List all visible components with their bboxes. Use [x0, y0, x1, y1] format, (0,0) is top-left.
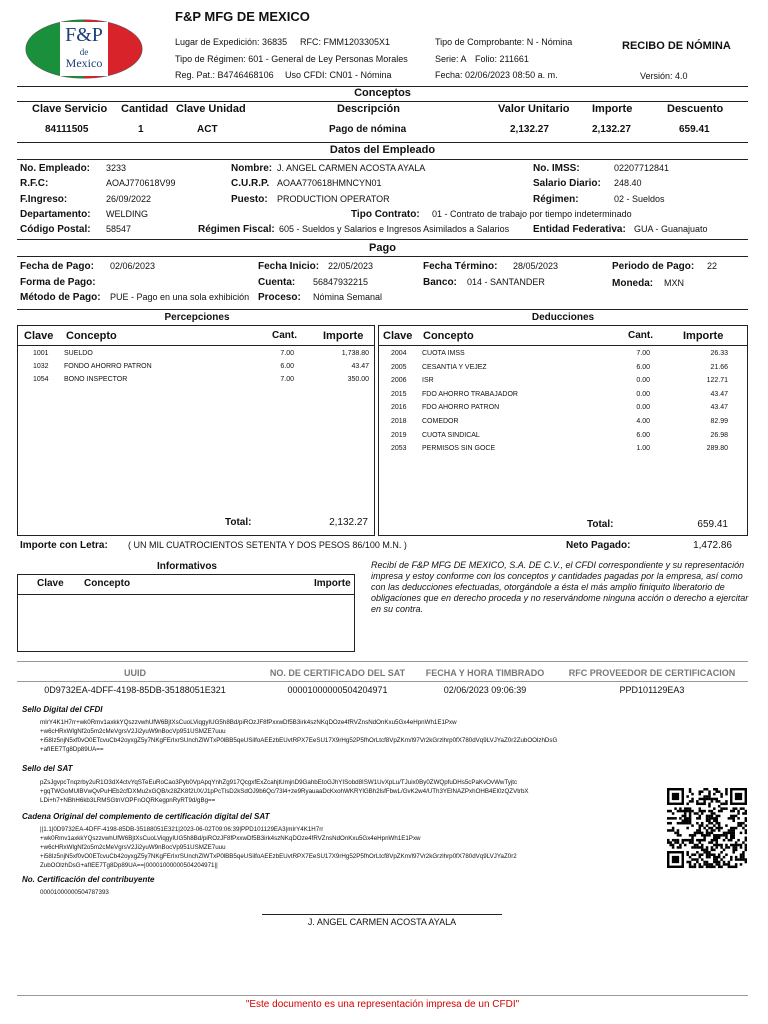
importe-letra: ( UN MIL CUATROCIENTOS SETENTA Y DOS PESOS 86/100 M.N. )	[128, 540, 407, 550]
perc-header-concepto: Concepto	[66, 330, 117, 342]
tipo-comprobante: Tipo de Comprobante: N - Nómina	[435, 37, 573, 47]
entidad-federativa: GUA - Guanajuato	[634, 224, 708, 234]
perc-total-label: Total:	[225, 517, 252, 528]
fecha-emision: Fecha: 02/06/2023 08:50 a. m.	[435, 70, 558, 80]
row-cant: 7.00	[636, 350, 650, 357]
col-header-clave-unidad: Clave Unidad	[176, 103, 246, 115]
qr-code	[667, 780, 747, 876]
logo-text-bottom: Mexico	[65, 56, 103, 70]
cadena-line: +i58Iz5njN5xf0vO0ETcvuCb42oyxgZ5y7NKgFErIxrSUnchZlWTxP0lBB5qeUSilfoAEEzbEUvtRPX7EeSU17X9rHg52P5fhOrLtcf8VpZKm/l97Vr2kGrzlhrp0fX780dVq9LVJYaZ0r2	[40, 853, 517, 860]
label-regimen-fiscal: Régimen Fiscal:	[198, 224, 275, 235]
label-nombre: Nombre:	[231, 163, 273, 174]
document-title: RECIBO DE NÓMINA	[622, 40, 731, 52]
rfc-proveedor: PPD101129EA3	[619, 685, 685, 695]
fecha-pago: 02/06/2023	[110, 261, 156, 271]
regimen: 02 - Sueldos	[614, 194, 665, 204]
row-importe: 26.33	[710, 350, 728, 357]
label-regimen: Régimen:	[533, 194, 579, 205]
nombre-empleado: J. ANGEL CARMEN ACOSTA AYALA	[277, 163, 426, 173]
periodo-pago: 22	[707, 261, 718, 271]
regimen-fiscal: 605 - Sueldos y Salarios e Ingresos Asimilados a Salarios	[279, 224, 510, 234]
label-departamento: Departamento:	[20, 209, 91, 220]
label-rfc: R.F.C:	[20, 178, 49, 189]
fecha-termino: 28/05/2023	[513, 261, 559, 271]
perc-total: 2,132.27	[329, 517, 368, 528]
row-clave: 2053	[391, 445, 407, 453]
col-header-descuento: Descuento	[667, 103, 724, 115]
label-puesto: Puesto:	[231, 194, 268, 205]
uuid: 0D9732EA-4DFF-4198-85DB-35188051E321	[44, 685, 226, 695]
cadena-line: +wk0Rmv1axkkYQszzvwhUfW6BjtXsCuoLViqgyIUG5h8Bd/piROzJF8fPxxwDf5B3irk4szNKqDOze4fRVZnsNdOnKxu5Gx4eHpnWh1E1Pxw	[40, 835, 421, 842]
ded-header-cant: Cant.	[628, 330, 653, 341]
ded-header-importe: Importe	[683, 330, 724, 342]
label-proceso: Proceso:	[258, 292, 301, 303]
label-no-empleado: No. Empleado:	[20, 163, 91, 174]
row-concepto: BONO INSPECTOR	[64, 376, 128, 383]
row-importe: 43.47	[710, 404, 728, 412]
row-cant: 7.00	[280, 350, 294, 357]
divider	[17, 101, 748, 102]
info-header-concepto: Concepto	[84, 578, 131, 589]
concepto-clave: 84111505	[45, 124, 89, 135]
row-concepto: FDO AHORRO TRABAJADOR	[422, 390, 518, 398]
concepto-unidad: ACT	[197, 124, 218, 135]
row-clave: 2016	[391, 404, 407, 412]
company-logo	[24, 18, 144, 80]
row-clave: 1054	[33, 376, 49, 383]
signature-name: J. ANGEL CARMEN ACOSTA AYALA	[307, 917, 457, 927]
no-certificado-sat: 00001000000504204971	[287, 685, 388, 695]
row-concepto: ISR	[422, 377, 434, 385]
label-periodo-pago: Periodo de Pago:	[612, 261, 695, 272]
divider	[17, 309, 748, 310]
moneda: MXN	[664, 278, 684, 288]
col-header-cantidad: Cantidad	[121, 103, 169, 115]
divider	[17, 159, 748, 160]
row-clave: 2018	[391, 418, 407, 425]
cadena-line: ZubOOlzhDsG+afIEE7Tg8Dp89UA==|00001000000504204971||	[40, 862, 218, 869]
col-header-valor-unitario: Valor Unitario	[498, 103, 570, 115]
cuenta: 56847932215	[313, 277, 369, 287]
row-concepto: COMEDOR	[422, 418, 459, 425]
row-cant: 1.00	[636, 445, 650, 453]
neto-pagado: 1,472.86	[693, 540, 732, 551]
info-header-importe: Importe	[314, 578, 351, 589]
label-entidad: Entidad Federativa:	[533, 224, 626, 235]
label-cuenta: Cuenta:	[258, 277, 296, 288]
section-title-informativos: Informativos	[156, 561, 217, 572]
cadena-line: +w6cHRxWlgNf2o5m2cMeVgrsV2Ji2yuW9nBocVp951USMZE7uuu	[40, 844, 226, 851]
label-fecha-termino: Fecha Término:	[423, 261, 498, 272]
curp: AOAA770618HMNCYN01	[277, 178, 382, 188]
lugar-expedicion: Lugar de Expedición: 36835	[175, 37, 288, 47]
banco: 014 - SANTANDER	[467, 277, 545, 287]
fecha-inicio: 22/05/2023	[328, 261, 374, 271]
legal-statement: Recibí de F&P MFG DE MEXICO, S.A. DE C.V., el CFDI correspondiente y su representación impresa y estoy conforme con los conceptos y cantidades pagadas por la empresa, así como con las deducciones efectuadas, otorgándole a ésta el más amplio finiquito liberatorio de obligaciones que en derecho proceda y no reservándome ninguna acción o derecho a ejercitar en su contra.	[371, 560, 749, 614]
divider	[17, 256, 748, 257]
row-importe: 21.66	[710, 363, 728, 371]
row-cant: 0.00	[636, 377, 650, 385]
row-concepto: SUELDO	[64, 350, 93, 357]
label-banco: Banco:	[423, 277, 457, 288]
row-cant: 6.00	[636, 431, 650, 439]
registro-patronal: Reg. Pat.: B4746468106	[175, 70, 274, 80]
row-cant: 0.00	[636, 390, 650, 398]
title-no-certificacion: No. Certificación del contribuyente	[22, 875, 155, 884]
row-importe: 289.80	[706, 445, 728, 453]
metodo-pago: PUE - Pago en una sola exhibición	[110, 292, 250, 302]
sello-sat-line: pZsJgvpcTnqzrby2uR1O3dX4ctvYqSTeEuRoCao3Pyb0VpApqYnhZg917QcgxfExZcahjtUmjnD9GahbEtoGJhYISobd8ISW1UvXpLu/TJuix0By0ZWQpfuDHs5cPaKvOvWwTyjtc	[40, 779, 518, 786]
version: Versión: 4.0	[640, 71, 688, 81]
row-importe: 82.99	[710, 418, 728, 425]
row-concepto: FDO AHORRO PATRON	[422, 404, 500, 412]
col-header-clave-servicio: Clave Servicio	[32, 103, 108, 115]
no-empleado: 3233	[106, 163, 127, 173]
label-tipo-contrato: Tipo Contrato:	[351, 209, 420, 220]
salario-diario: 248.40	[614, 178, 642, 188]
concepto-cantidad: 1	[138, 124, 144, 135]
row-clave: 2005	[391, 363, 407, 371]
signature-line	[262, 914, 502, 915]
sello-cfdi-line: mIrY4K1H7rr+wk0Rmv1axkkYQszzvwhUfW6BjtXsCuoLViqgyIUG5h8Bd/piROzJF8fPxxwDf5B3irk4szNKqDOze4fRVZnsNdOnKxu5Gx4eHpnWh1E1Pxw	[40, 719, 457, 726]
section-title-percepciones: Percepciones	[164, 312, 230, 323]
row-importe: 26.98	[710, 431, 728, 439]
divider	[17, 142, 748, 143]
sello-sat-line: LDi+h7+NBhH6kb3LRMSGtnVOPFnOQRKegpnRyRT9d/gBg==	[40, 797, 216, 804]
ded-header-clave: Clave	[383, 330, 413, 342]
company-name: F&P MFG DE MEXICO	[175, 9, 310, 24]
label-curp: C.U.R.P.	[231, 178, 270, 189]
title-cadena-original: Cadena Original del complemento de certificación digital del SAT	[22, 812, 270, 821]
concepto-descuento: 659.41	[679, 124, 710, 135]
divider	[17, 239, 748, 240]
folio: Folio: 211661	[475, 54, 529, 64]
label-importe-letra: Importe con Letra:	[20, 540, 108, 551]
label-moneda: Moneda:	[612, 278, 654, 289]
row-cant: 0.00	[636, 404, 650, 412]
sello-sat-line: +gqTWGoMUlBVwQvPuHEb2cfDXMu2xGQB/x28ZK8f2UX/J1pPcTlsD2kSdOJ9b6Qc/73l4+ze9RyauaaDcKxohWKRYlGBh2lsfFbwL/GvK2w4/UTh3YElNAZPxhOHB4El0zQZVtrbX	[40, 788, 529, 795]
timbre-header-certificado: NO. DE CERTIFICADO DEL SAT	[269, 668, 406, 678]
row-importe: 1,738.80	[341, 350, 369, 357]
label-fecha-ingreso: F.Ingreso:	[20, 194, 68, 205]
fecha-ingreso: 26/09/2022	[106, 194, 152, 204]
rfc-emisor: RFC: FMM1203305X1	[300, 37, 391, 47]
divider	[17, 594, 355, 595]
sello-cfdi-line: +afIEE7Tg8Dp89UA==	[40, 746, 104, 753]
departamento: WELDING	[106, 209, 149, 219]
label-codigo-postal: Código Postal:	[20, 224, 91, 235]
proceso: Nómina Semanal	[313, 292, 383, 302]
concepto-valor-unitario: 2,132.27	[510, 124, 549, 135]
fecha-timbrado: 02/06/2023 09:06:39	[443, 685, 527, 695]
col-header-importe: Importe	[592, 103, 633, 115]
perc-header-clave: Clave	[24, 330, 54, 342]
row-importe: 122.71	[706, 377, 728, 385]
puesto: PRODUCTION OPERATOR	[277, 194, 390, 204]
row-concepto: CUOTA SINDICAL	[422, 431, 480, 439]
divider	[378, 345, 748, 346]
col-header-descripcion: Descripción	[337, 103, 400, 115]
informativos-table	[17, 574, 355, 652]
label-metodo-pago: Método de Pago:	[20, 292, 101, 303]
row-clave: 2019	[391, 431, 407, 439]
concepto-importe: 2,132.27	[592, 124, 631, 135]
label-fecha-inicio: Fecha Inicio:	[258, 261, 320, 272]
uso-cfdi: Uso CFDI: CN01 - Nómina	[285, 70, 392, 80]
serie: Serie: A	[435, 54, 467, 64]
row-concepto: FONDO AHORRO PATRON	[64, 363, 152, 370]
codigo-postal: 58547	[106, 224, 132, 234]
cadena-line: ||1.1|0D9732EA-4DFF-4198-85DB-35188051E321|2023-06-02T09:06:39|PPD101129EA3|mIrY4K1H7rr	[40, 826, 324, 833]
label-salario-diario: Salario Diario:	[533, 178, 601, 189]
row-clave: 1032	[33, 363, 49, 370]
no-certificacion: 00001000000504787393	[40, 889, 109, 896]
ded-total: 659.41	[697, 519, 728, 530]
divider	[17, 995, 748, 996]
ded-header-concepto: Concepto	[423, 330, 474, 342]
qr-code-graphic	[667, 780, 747, 876]
row-importe: 43.47	[351, 363, 369, 370]
timbre-header-uuid: UUID	[124, 668, 146, 678]
tipo-regimen: Tipo de Régimen: 601 - General de Ley Personas Morales	[175, 54, 408, 64]
label-fecha-pago: Fecha de Pago:	[20, 261, 94, 272]
row-concepto: PERMISOS SIN GOCE	[422, 445, 496, 453]
label-imss: No. IMSS:	[533, 163, 580, 174]
section-title-deducciones: Deducciones	[531, 312, 595, 323]
title-sello-sat: Sello del SAT	[22, 764, 73, 773]
row-concepto: CUOTA IMSS	[422, 350, 465, 357]
divider	[17, 345, 375, 346]
section-title-conceptos: Conceptos	[354, 87, 411, 99]
row-cant: 6.00	[636, 363, 650, 371]
row-clave: 1001	[33, 350, 49, 357]
tipo-contrato: 01 - Contrato de trabajo por tiempo indeterminado	[432, 209, 632, 219]
sello-cfdi-line: +i58Iz5njN5xf0vO0ETcvuCb42oyxgZ5y7NKgFErIxrSUnchZlWTxP0lBB5qeUSilfoAEEzbEUvtRPX7EeSU17X9rHg52P5fhOrLtcf8VpZKm/l97Vr2kGrzlhrp0fX780dVq9LVJYaZ0r2ZubOOlzhDsG	[40, 737, 558, 744]
info-header-clave: Clave	[37, 578, 64, 589]
row-cant: 4.00	[636, 418, 650, 425]
section-title-empleado: Datos del Empleado	[329, 144, 436, 156]
row-concepto: CESANTIA Y VEJEZ	[422, 363, 487, 371]
perc-header-cant: Cant.	[272, 330, 297, 341]
label-forma-pago: Forma de Pago:	[20, 277, 96, 288]
footer-disclaimer: "Este documento es una representación impresa de un CFDI"	[245, 999, 520, 1010]
divider	[17, 681, 748, 682]
section-title-pago: Pago	[369, 242, 396, 254]
row-importe: 350.00	[347, 376, 369, 383]
row-clave: 2004	[391, 350, 407, 357]
ded-total-label: Total:	[587, 519, 614, 530]
perc-header-importe: Importe	[323, 330, 364, 342]
rfc-empleado: AOAJ770618V99	[106, 178, 176, 188]
row-importe: 43.47	[710, 390, 728, 398]
logo-text-mid: de	[79, 47, 89, 57]
sello-cfdi-line: +w6cHRxWlgNf2o5m2cMeVgrsV2Ji2yuW9nBocVp951USMZE7uuu	[40, 728, 226, 735]
concepto-descripcion: Pago de nómina	[329, 124, 407, 135]
label-neto-pagado: Neto Pagado:	[566, 540, 631, 551]
row-cant: 7.00	[280, 376, 294, 383]
title-sello-cfdi: Sello Digital del CFDI	[22, 705, 103, 714]
divider	[17, 661, 748, 662]
row-clave: 2015	[391, 390, 407, 398]
row-clave: 2006	[391, 377, 407, 385]
row-cant: 6.00	[280, 363, 294, 370]
timbre-header-rfc-proveedor: RFC PROVEEDOR DE CERTIFICACION	[568, 668, 736, 678]
logo-text-top: F&P	[65, 24, 103, 46]
no-imss: 02207712841	[614, 163, 670, 173]
timbre-header-fecha: FECHA Y HORA TIMBRADO	[425, 668, 545, 678]
